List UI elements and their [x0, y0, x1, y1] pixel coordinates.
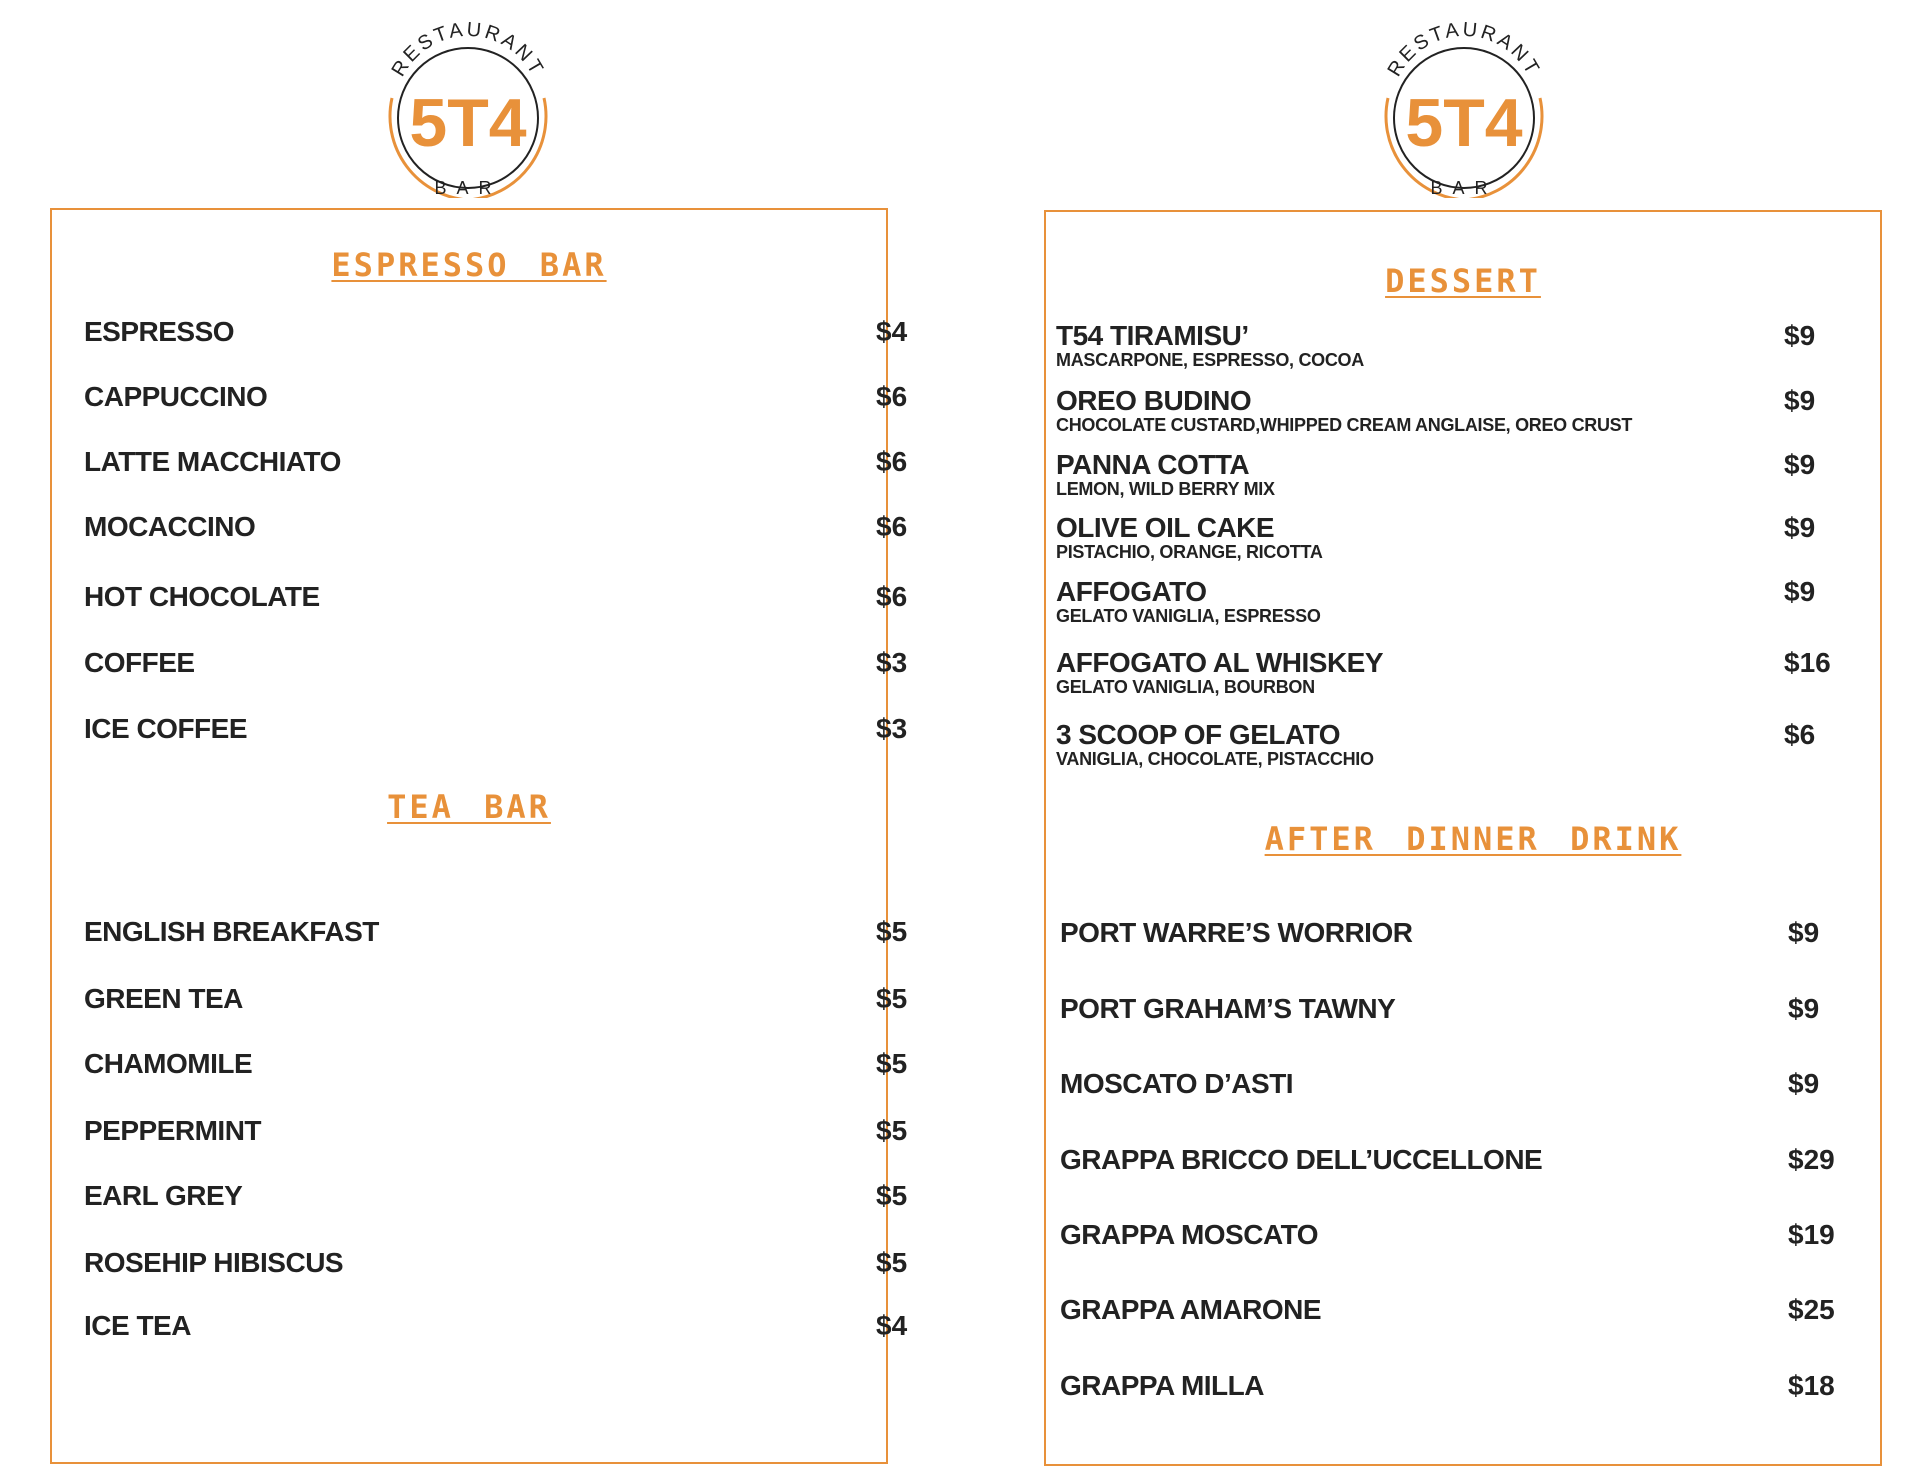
item-price: $9 — [1784, 576, 1816, 607]
item-name: ICE TEA — [84, 1310, 191, 1341]
item-description: CHOCOLATE CUSTARD,WHIPPED CREAM ANGLAISE, OREO CRUST — [1056, 415, 1633, 435]
item-name: PORT GRAHAM’S TAWNY — [1060, 993, 1396, 1024]
restaurant-logo-left — [368, 18, 568, 198]
item-price: $3 — [876, 647, 908, 678]
item-name: PORT WARRE’S WORRIOR — [1060, 917, 1413, 948]
logo-emblem — [1364, 18, 1564, 198]
restaurant-logo-right — [1364, 18, 1564, 198]
item-name: HOT CHOCOLATE — [84, 581, 320, 612]
item-name: GRAPPA MILLA — [1060, 1370, 1264, 1401]
item-name: PEPPERMINT — [84, 1115, 262, 1146]
item-name: CHAMOMILE — [84, 1048, 253, 1079]
item-price: $6 — [876, 511, 908, 542]
item-name: 3 SCOOP OF GELATO — [1056, 719, 1340, 750]
left-menu-panel — [50, 208, 908, 1464]
item-name: OREO BUDINO — [1056, 385, 1252, 416]
item-name: GREEN TEA — [84, 983, 243, 1014]
item-name: COFFEE — [84, 647, 195, 678]
item-price: $9 — [1784, 512, 1816, 543]
item-name: PANNA COTTA — [1056, 449, 1250, 480]
item-price: $5 — [876, 916, 908, 947]
item-price: $3 — [876, 713, 908, 744]
item-price: $5 — [876, 983, 908, 1014]
item-description: MASCARPONE, ESPRESSO, COCOA — [1056, 350, 1364, 370]
item-name: MOSCATO D’ASTI — [1060, 1068, 1294, 1099]
item-description: GELATO VANIGLIA, ESPRESSO — [1056, 606, 1321, 626]
item-name: GRAPPA MOSCATO — [1060, 1219, 1318, 1250]
item-name: T54 TIRAMISU’ — [1056, 320, 1249, 351]
svg-text:5T4: 5T4 — [409, 85, 527, 161]
item-price: $9 — [1788, 917, 1820, 948]
item-description: GELATO VANIGLIA, BOURBON — [1056, 677, 1315, 697]
svg-text:RESTAURANT: RESTAURANT — [1383, 18, 1545, 81]
item-price: $18 — [1788, 1370, 1835, 1401]
item-price: $6 — [876, 581, 908, 612]
item-price: $5 — [876, 1048, 908, 1079]
item-price: $25 — [1788, 1294, 1835, 1325]
item-description: PISTACHIO, ORANGE, RICOTTA — [1056, 542, 1323, 562]
item-description: LEMON, WILD BERRY MIX — [1056, 479, 1275, 499]
item-name: ESPRESSO — [84, 316, 235, 347]
item-price: $9 — [1788, 1068, 1820, 1099]
right-menu-panel — [1044, 210, 1882, 1466]
item-price: $19 — [1788, 1219, 1835, 1250]
item-price: $9 — [1784, 320, 1816, 351]
item-name: AFFOGATO AL WHISKEY — [1056, 647, 1384, 678]
item-name: MOCACCINO — [84, 511, 256, 542]
svg-text:BAR: BAR — [434, 178, 502, 198]
item-name: EARL GREY — [84, 1180, 243, 1211]
item-price: $6 — [876, 446, 908, 477]
item-price: $4 — [876, 316, 908, 347]
item-name: CAPPUCCINO — [84, 381, 268, 412]
item-name: AFFOGATO — [1056, 576, 1207, 607]
item-description: VANIGLIA, CHOCOLATE, PISTACCHIO — [1056, 749, 1374, 769]
after-dinner-drink-title: AFTER DINNER DRINK — [1264, 820, 1682, 858]
item-price: $5 — [876, 1180, 908, 1211]
espresso-bar-title: ESPRESSO BAR — [331, 246, 607, 284]
item-price: $4 — [876, 1310, 908, 1341]
item-price: $5 — [876, 1247, 908, 1278]
logo-emblem — [368, 18, 568, 198]
dessert-title: DESSERT — [1385, 262, 1541, 300]
item-price: $9 — [1788, 993, 1820, 1024]
item-price: $6 — [1784, 719, 1816, 750]
item-price: $6 — [876, 381, 908, 412]
item-name: GRAPPA BRICCO DELL’UCCELLONE — [1060, 1144, 1543, 1175]
item-price: $16 — [1784, 647, 1831, 678]
tea-bar-title: TEA BAR — [387, 788, 551, 826]
svg-text:5T4: 5T4 — [1405, 85, 1523, 161]
item-name: ENGLISH BREAKFAST — [84, 916, 379, 947]
item-price: $9 — [1784, 449, 1816, 480]
item-name: ROSEHIP HIBISCUS — [84, 1247, 344, 1278]
item-name: GRAPPA AMARONE — [1060, 1294, 1322, 1325]
svg-text:RESTAURANT: RESTAURANT — [387, 18, 549, 81]
item-name: LATTE MACCHIATO — [84, 446, 341, 477]
item-price: $29 — [1788, 1144, 1835, 1175]
item-name: OLIVE OIL CAKE — [1056, 512, 1275, 543]
item-name: ICE COFFEE — [84, 713, 248, 744]
svg-text:BAR: BAR — [1430, 178, 1498, 198]
item-price: $5 — [876, 1115, 908, 1146]
item-price: $9 — [1784, 385, 1816, 416]
